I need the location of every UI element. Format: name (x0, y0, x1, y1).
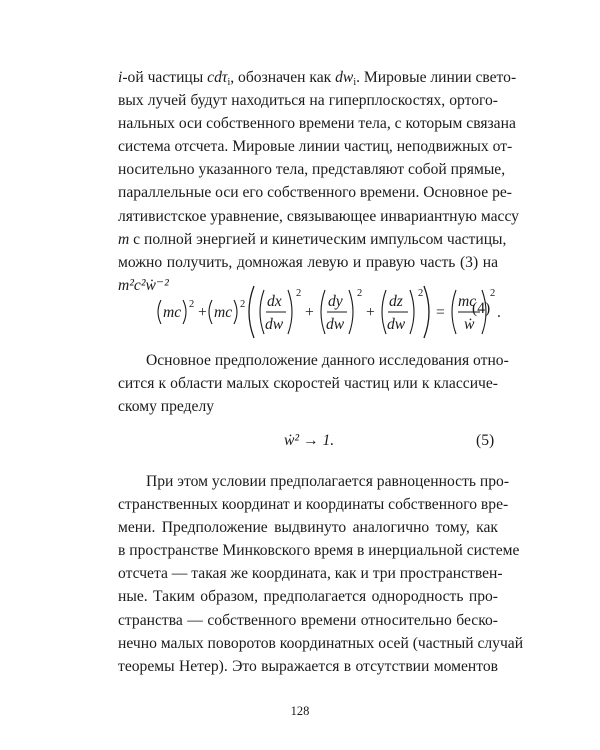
svg-text:2: 2 (296, 288, 302, 299)
svg-text:+: + (366, 304, 375, 321)
text-line: Основное предположение данного исследования отно- (146, 352, 509, 369)
svg-text:dz: dz (389, 293, 403, 310)
text-line: сится к области малых скоростей частиц или к классиче- (118, 375, 498, 393)
svg-text:.: . (497, 304, 501, 321)
text-line: лятивистское уравнение, связывающее инвариантную массу (118, 207, 519, 225)
svg-text:mc: mc (458, 293, 477, 310)
equation-4 (0, 282, 600, 340)
text-line: i-ой частицы cdτ$_i$, обозначен как $dw_i$. Мировые линии свето- (118, 69, 517, 88)
svg-text:dy: dy (328, 293, 343, 310)
multiplier: m²c²ẇ⁻² (118, 276, 169, 294)
svg-text:2: 2 (490, 288, 496, 299)
paragraph-2 (118, 349, 509, 418)
paragraph-1 (118, 66, 519, 297)
paragraph-3 (118, 470, 524, 678)
svg-text:=: = (436, 304, 445, 321)
mass-m: m (118, 230, 130, 248)
text-line: странственных координат и координаты собственного вре- (118, 496, 509, 514)
text-line: При этом условии предполагается равноценность про- (146, 473, 510, 490)
equation-5-number: (5) (476, 432, 495, 449)
text-line: странства — собственного времени относительно беско- (118, 611, 498, 629)
svg-text:2: 2 (357, 288, 363, 299)
text-line: нечно малых поворотов координатных осей (частный случай (118, 634, 524, 652)
svg-text:dw: dw (387, 316, 406, 333)
svg-text:mc: mc (214, 304, 233, 321)
svg-text:+: + (198, 304, 207, 321)
text-line: можно получить, домножая левую и правую часть (3) на (118, 253, 498, 271)
svg-text:2: 2 (240, 299, 246, 310)
text-line: отсчета — такая же координата, как и три пространствен- (118, 565, 503, 583)
text-line: скому пределу (118, 398, 215, 416)
svg-text:dw: dw (265, 316, 284, 333)
italic-i: i (118, 69, 123, 86)
svg-text:dx: dx (267, 293, 282, 310)
svg-text:dw: dw (326, 316, 345, 333)
equation-4-number: (4) (472, 300, 491, 317)
text-line: носительно указанного тела, представляют собой прямые, (118, 161, 506, 179)
text-line: нальных оси собственного времени тела, с которым связана (118, 115, 516, 133)
equation-4-formula (0, 282, 600, 340)
equation-5 (0, 430, 600, 456)
text-line: m с полной энергией и кинетическим импульсом частицы, (118, 230, 507, 248)
text-line: ные. Таким образом, предполагается однородность про- (118, 588, 498, 606)
text-line: мени. Предположение выдвинуто аналогично тому, как (118, 519, 498, 537)
text-line: система отсчета. Мировые линии частиц, неподвижных от- (118, 138, 513, 156)
svg-text:ẇ: ẇ (464, 316, 475, 333)
cd-tau: cdτ (207, 69, 228, 86)
svg-text:2: 2 (189, 299, 195, 310)
svg-text:+: + (305, 304, 314, 321)
page-number: 128 (290, 704, 310, 718)
text-line: теоремы Нетер). Это выражается в отсутствии моментов (118, 657, 498, 675)
text-line: в пространстве Минковского время в инерциальной системе (118, 542, 520, 560)
text-line: вых лучей будут находиться на гиперплоскостях, ортого- (118, 92, 498, 110)
svg-text:2: 2 (418, 288, 424, 299)
equation-5-formula: ẇ² → 1. (284, 432, 335, 449)
text-line: параллельные оси его собственного времени. Основное ре- (118, 184, 512, 202)
svg-text:mc: mc (163, 304, 182, 321)
